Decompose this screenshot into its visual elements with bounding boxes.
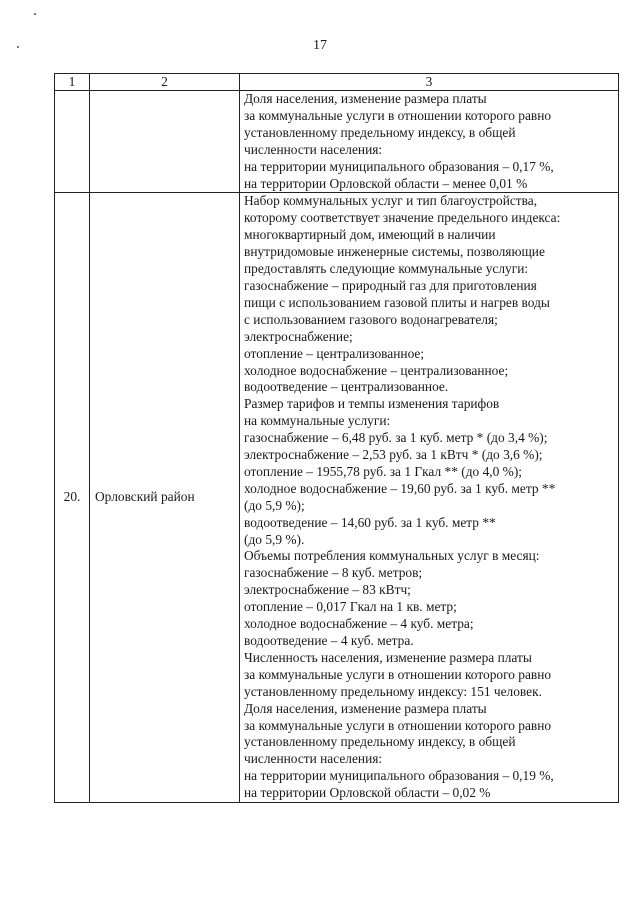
text-line: электроснабжение – 83 кВтч; [244, 582, 411, 598]
text-line: которому соответствует значение предельного индекса: [244, 210, 561, 226]
text-line: отопление – 0,017 Гкал на 1 кв. метр; [244, 599, 457, 615]
table-header-row [55, 74, 619, 91]
text-line: на коммунальные услуги: [244, 413, 391, 429]
text-line: водоотведение – централизованное. [244, 379, 449, 395]
text-line: Объемы потребления коммунальных услуг в месяц: [244, 548, 540, 564]
text-line: Численность населения, изменение размера платы [244, 649, 532, 665]
text-line: Доля населения, изменение размера платы [244, 700, 487, 716]
column-header: 2 [90, 74, 240, 91]
text-line: установленному предельному индексу, в общей [244, 734, 516, 750]
row-number-cell [55, 91, 90, 193]
description-cell [240, 193, 619, 803]
text-line: многоквартирный дом, имеющий в наличии [244, 227, 496, 243]
text-line: за коммунальные услуги в отношении которого равно [244, 107, 552, 123]
text-line: на территории муниципального образования – 0,19 %, [244, 768, 554, 784]
text-line: газоснабжение – природный газ для приготовления [244, 277, 537, 293]
table-row-continued [55, 91, 619, 193]
text-line: на территории Орловской области – 0,02 % [244, 785, 491, 801]
text-line: газоснабжение – 6,48 руб. за 1 куб. метр * (до 3,4 %); [244, 430, 548, 446]
text-line: предоставлять следующие коммунальные услуги: [244, 261, 529, 277]
text-line: на территории муниципального образования – 0,17 %, [244, 158, 554, 174]
district-cell [90, 91, 240, 193]
text-line: отопление – централизованное; [244, 345, 425, 361]
scan-speck [34, 13, 36, 15]
text-line: пищи с использованием газовой плиты и нагрев воды [244, 294, 550, 310]
text-line: электроснабжение; [244, 328, 353, 344]
table-row [55, 193, 619, 803]
data-table [54, 73, 619, 803]
text-line: холодное водоснабжение – 4 куб. метра; [244, 616, 474, 632]
text-line: Доля населения, изменение размера платы [244, 91, 487, 106]
text-line: с использованием газового водонагревателя; [244, 311, 498, 327]
text-line: водоотведение – 14,60 руб. за 1 куб. метр ** [244, 514, 496, 530]
text-line: отопление – 1955,78 руб. за 1 Гкал ** (до 4,0 %); [244, 463, 522, 479]
text-line: холодное водоснабжение – централизованное; [244, 362, 509, 378]
district-cell: Орловский район [90, 193, 240, 803]
text-line: численности населения: [244, 141, 383, 157]
text-line: (до 5,9 %); [244, 497, 305, 513]
text-line: численности населения: [244, 751, 383, 767]
text-line: на территории Орловской области – менее 0,01 % [244, 175, 528, 191]
text-line: внутридомовые инженерные системы, позволяющие [244, 244, 545, 260]
text-line: за коммунальные услуги в отношении которого равно [244, 717, 552, 733]
text-line: газоснабжение – 8 куб. метров; [244, 565, 423, 581]
text-line: водоотведение – 4 куб. метра. [244, 633, 414, 648]
text-line: (до 5,9 %). [244, 531, 305, 547]
text-line: Размер тарифов и темпы изменения тарифов [244, 396, 500, 412]
text-line: Набор коммунальных услуг и тип благоустройства, [244, 193, 538, 209]
description-cell [240, 91, 619, 193]
column-header: 1 [55, 74, 90, 91]
text-line: холодное водоснабжение – 19,60 руб. за 1 куб. метр ** [244, 480, 556, 496]
text-line: установленному предельному индексу: 151 человек. [244, 683, 542, 699]
page-number: 17 [313, 38, 327, 53]
text-line: электроснабжение – 2,53 руб. за 1 кВтч * (до 3,6 %); [244, 447, 543, 463]
column-header: 3 [240, 74, 619, 91]
text-line: установленному предельному индексу, в общей [244, 124, 516, 140]
text-line: за коммунальные услуги в отношении которого равно [244, 666, 552, 682]
row-number-cell: 20. [55, 193, 90, 803]
